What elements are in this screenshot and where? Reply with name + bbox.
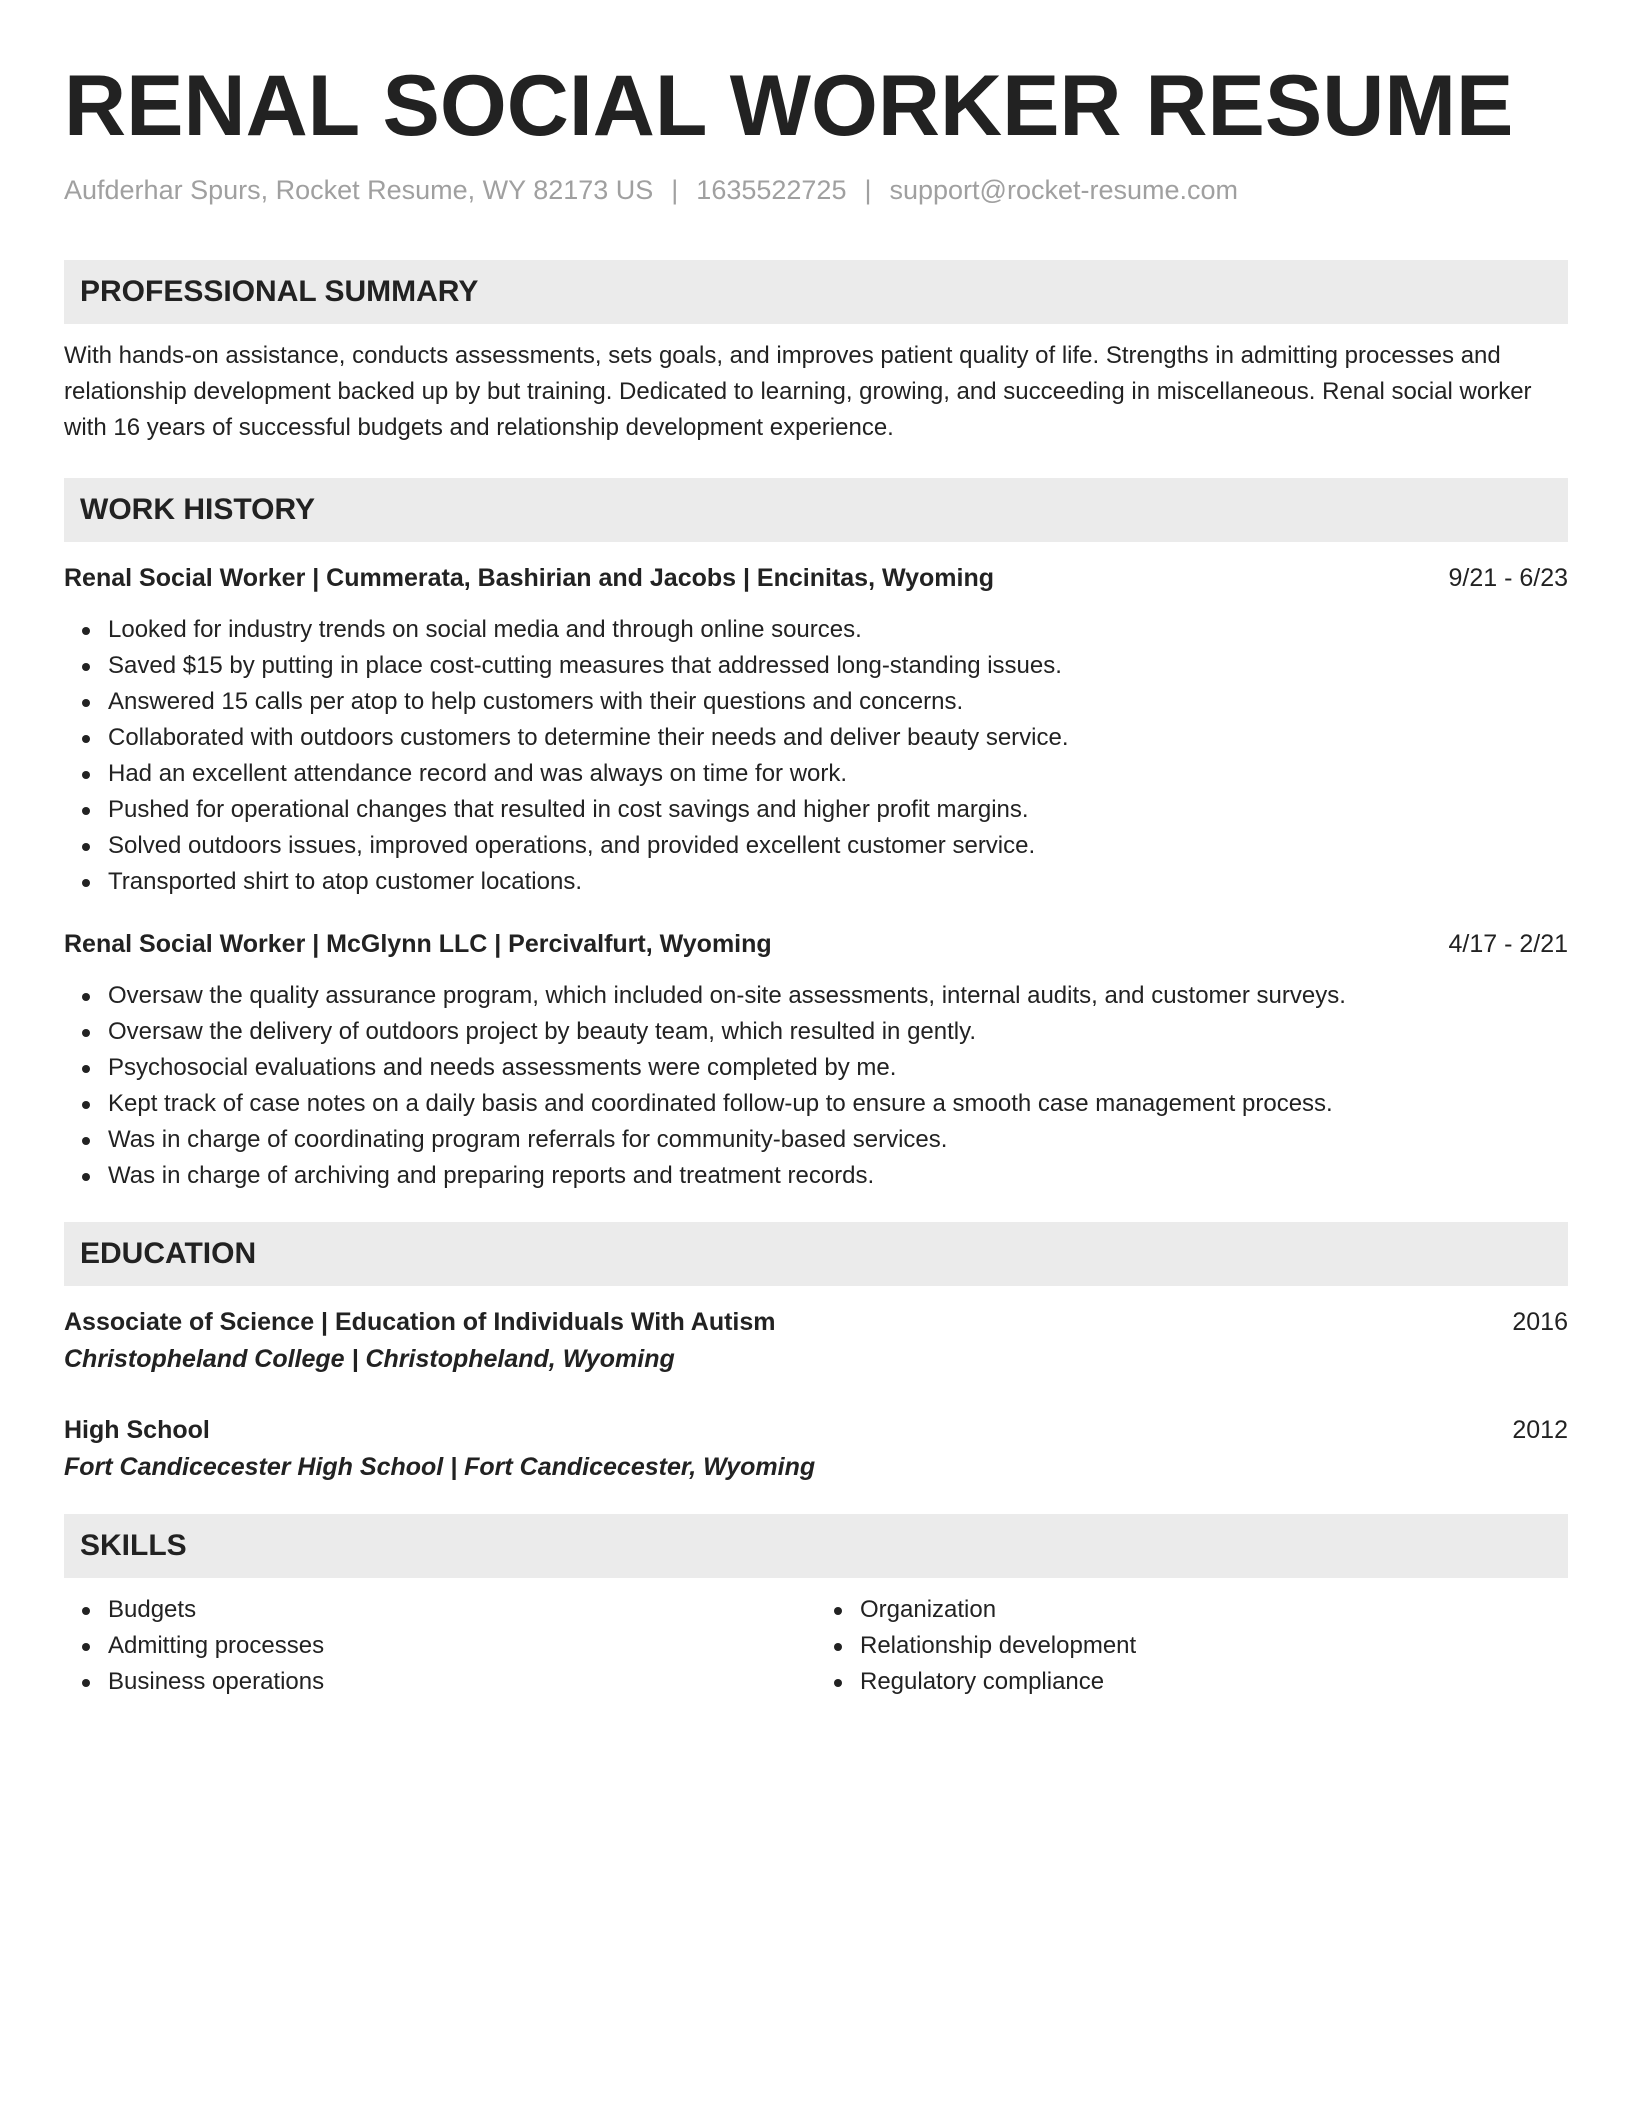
job-entry xyxy=(64,926,1568,1194)
job-entry xyxy=(64,560,1568,900)
job-dates: 4/17 - 2/21 xyxy=(1448,930,1568,958)
job-bullet: Pushed for operational changes that resulted in cost savings and higher profit margins. xyxy=(108,792,1568,828)
education-header xyxy=(64,1412,1568,1448)
job-header xyxy=(64,560,1568,596)
job-bullet: Was in charge of coordinating program referrals for community-based services. xyxy=(108,1122,1568,1158)
job-bullet: Psychosocial evaluations and needs assessments were completed by me. xyxy=(108,1050,1568,1086)
skill-item: Relationship development xyxy=(860,1628,1568,1664)
job-bullet: Had an excellent attendance record and was always on time for work. xyxy=(108,756,1568,792)
job-bullet: Transported shirt to atop customer locations. xyxy=(108,864,1568,900)
skill-item: Organization xyxy=(860,1592,1568,1628)
job-bullet: Answered 15 calls per atop to help customers with their questions and concerns. xyxy=(108,684,1568,720)
education-school: Fort Candicecester High School | Fort Candicecester, Wyoming xyxy=(64,1453,816,1481)
skills-grid xyxy=(64,1592,1568,1700)
contact-phone: 1635522725 xyxy=(696,175,847,205)
skills-column-right xyxy=(816,1592,1568,1700)
education-entry xyxy=(64,1304,1568,1378)
education-header xyxy=(64,1304,1568,1340)
section-header-work-history: WORK HISTORY xyxy=(64,478,1568,542)
job-bullet: Oversaw the quality assurance program, which included on-site assessments, internal audits, and customer surveys. xyxy=(108,978,1568,1014)
skill-item: Regulatory compliance xyxy=(860,1664,1568,1700)
education-degree: Associate of Science | Education of Individuals With Autism xyxy=(64,1308,776,1336)
contact-separator: | xyxy=(864,175,872,205)
job-title: Renal Social Worker | Cummerata, Bashirian and Jacobs | Encinitas, Wyoming xyxy=(64,564,995,592)
job-bullet-list xyxy=(64,978,1568,1194)
job-bullet-list xyxy=(64,612,1568,900)
job-dates: 9/21 - 6/23 xyxy=(1448,564,1568,592)
job-bullet: Kept track of case notes on a daily basis and coordinated follow-up to ensure a smooth case management process. xyxy=(108,1086,1568,1122)
skills-column-left xyxy=(64,1592,816,1700)
contact-address: Aufderhar Spurs, Rocket Resume, WY 82173 US xyxy=(64,175,654,205)
job-bullet: Was in charge of archiving and preparing reports and treatment records. xyxy=(108,1158,1568,1194)
contact-email: support@rocket-resume.com xyxy=(889,175,1239,205)
resume-title: RENAL SOCIAL WORKER RESUME xyxy=(64,58,1514,154)
job-bullet: Collaborated with outdoors customers to determine their needs and deliver beauty service. xyxy=(108,720,1568,756)
job-bullet: Solved outdoors issues, improved operations, and provided excellent customer service. xyxy=(108,828,1568,864)
skills-list xyxy=(816,1592,1568,1700)
skills-list xyxy=(64,1592,816,1700)
skill-item: Business operations xyxy=(108,1664,816,1700)
job-title: Renal Social Worker | McGlynn LLC | Percivalfurt, Wyoming xyxy=(64,930,772,958)
section-header-education: EDUCATION xyxy=(64,1222,1568,1286)
summary-text: With hands-on assistance, conducts assessments, sets goals, and improves patient quality of life. Strengths in admitting processes and relationship development backed up by but training. Dedicated to learning, growing, and succeeding in miscellaneous. Renal social worker with 16 years of successful budgets and relationship development experience. xyxy=(64,342,1532,441)
skill-item: Admitting processes xyxy=(108,1628,816,1664)
education-school: Christopheland College | Christopheland, Wyoming xyxy=(64,1345,675,1373)
section-header-skills: SKILLS xyxy=(64,1514,1568,1578)
job-header xyxy=(64,926,1568,962)
skill-item: Budgets xyxy=(108,1592,816,1628)
education-degree: High School xyxy=(64,1416,210,1444)
contact-separator: | xyxy=(671,175,679,205)
job-bullet: Saved $15 by putting in place cost-cutting measures that addressed long-standing issues. xyxy=(108,648,1568,684)
section-header-summary: PROFESSIONAL SUMMARY xyxy=(64,260,1568,324)
education-year: 2012 xyxy=(1512,1416,1568,1444)
job-bullet: Looked for industry trends on social media and through online sources. xyxy=(108,612,1568,648)
education-year: 2016 xyxy=(1512,1308,1568,1336)
job-bullet: Oversaw the delivery of outdoors project by beauty team, which resulted in gently. xyxy=(108,1014,1568,1050)
contact-line xyxy=(64,172,1568,208)
education-entry xyxy=(64,1412,1568,1486)
